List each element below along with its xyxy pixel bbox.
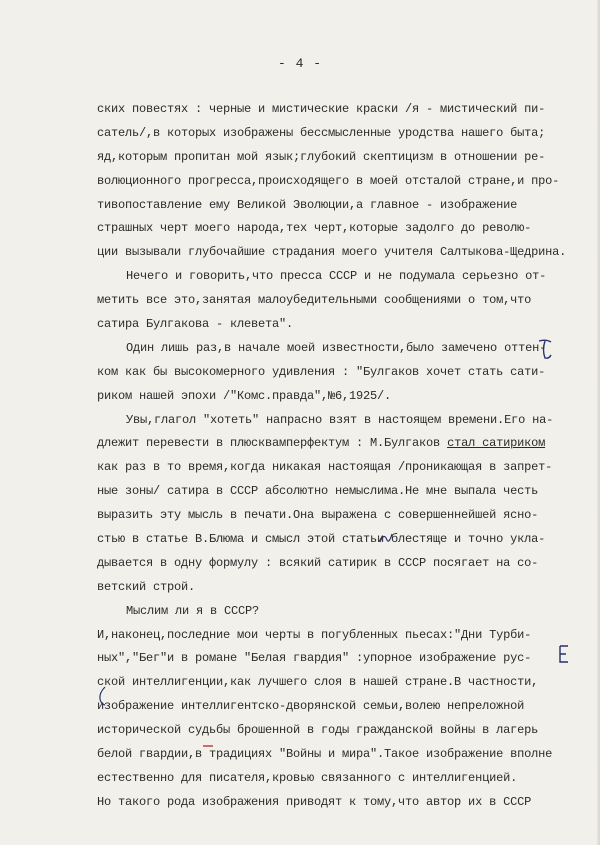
text-line: Увы,глагол "хотеть" напрасно взят в настоящем времени.Его на-: [126, 412, 554, 427]
text-line: Один лишь раз,в начале моей известности,было замечено оттен-: [126, 340, 547, 355]
text-line: страшных черт моего народа,тех черт,которые задолго до револю-: [97, 221, 532, 236]
text-line: волюционного прогресса,происходящего в моей отсталой стране,и про-: [97, 173, 560, 188]
text-line: естественно для писателя,кровью связанного с интеллигенцией.: [97, 770, 518, 785]
handwritten-insertion-mark: [378, 530, 394, 546]
text-line: ветский строй.: [97, 579, 196, 594]
text-line: ских повестях : черные и мистические краски /я - мистический пи-: [97, 102, 546, 116]
text-line: И,наконец,последние мои черты в погубленных пьесах:"Дни Турби-: [97, 627, 532, 642]
text-line: Но такого рода изображения приводят к тому,что автор их в СССР: [97, 794, 532, 809]
text-line: белой гвардии,в традициях "Войны и мира".Такое изображение вполне: [97, 747, 553, 762]
text-line: риком нашей эпохи /"Комс.правда",№6,1925/.: [97, 388, 392, 403]
text-line: метить все это,занятая малоубедительными сообщениями о том,что: [97, 293, 532, 308]
text-line: изображение интеллигентско-дворянской семьи,волею непреложной: [97, 699, 525, 714]
text-line: как раз в то время,когда никакая настоящая /проникающая в запрет-: [97, 460, 553, 475]
text-line: выразить эту мысль в печати.Она выражена с совершеннейшей ясно-: [97, 508, 539, 523]
handwritten-underscore-mark: [202, 734, 214, 740]
typewritten-text-body: [97, 98, 593, 815]
text-line: исторической судьбы брошенной в годы гражданской войны в лагерь: [97, 723, 539, 738]
handwritten-bracket-mark: [97, 685, 107, 707]
underlined-phrase: стал сатириком: [447, 436, 546, 451]
text-line: тивопоставление ему Великой Эволюции,а главное - изображение: [97, 197, 518, 212]
text-line: сатель/,в которых изображены бессмысленные уродства нашего быта;: [97, 125, 546, 140]
text-line: ком как бы высокомерного удивления : "Булгаков хочет стать сати-: [97, 364, 546, 379]
text-line: длежит перевести в плюсквамперфектум : М.Булгаков стал сатириком: [97, 436, 546, 451]
text-line: ской интеллигенции,как лучшего слоя в нашей стране.В частности,: [97, 675, 539, 690]
handwritten-letter-mark: [556, 643, 572, 665]
text-line: ные зоны/ сатира в СССР абсолютно немыслима.Не мне выпала честь: [97, 484, 539, 499]
text-line: Мыслим ли я в СССР?: [126, 603, 260, 618]
page-number: - 4 -: [277, 56, 322, 71]
handwritten-correction-mark: [536, 338, 554, 360]
text-line: стью в статье В.Блюма и смысл этой статьи блестяще и точно укла-: [97, 532, 546, 547]
text-line: ных","Бег"и в романе "Белая гвардия" :упорное изображение рус-: [97, 651, 532, 666]
text-line: яд,которым пропитан мой язык;глубокий скептицизм в отношении ре-: [97, 149, 546, 164]
text-line: сатира Булгакова - клевета".: [97, 317, 294, 332]
text-line: ции вызывали глубочайшие страдания моего учителя Салтыкова-Щедрина.: [97, 245, 567, 260]
text-line: Нечего и говорить,что пресса СССР и не подумала серьезно от-: [126, 269, 547, 284]
text-line: дывается в одну формулу : всякий сатирик в СССР посягает на со-: [97, 555, 539, 570]
